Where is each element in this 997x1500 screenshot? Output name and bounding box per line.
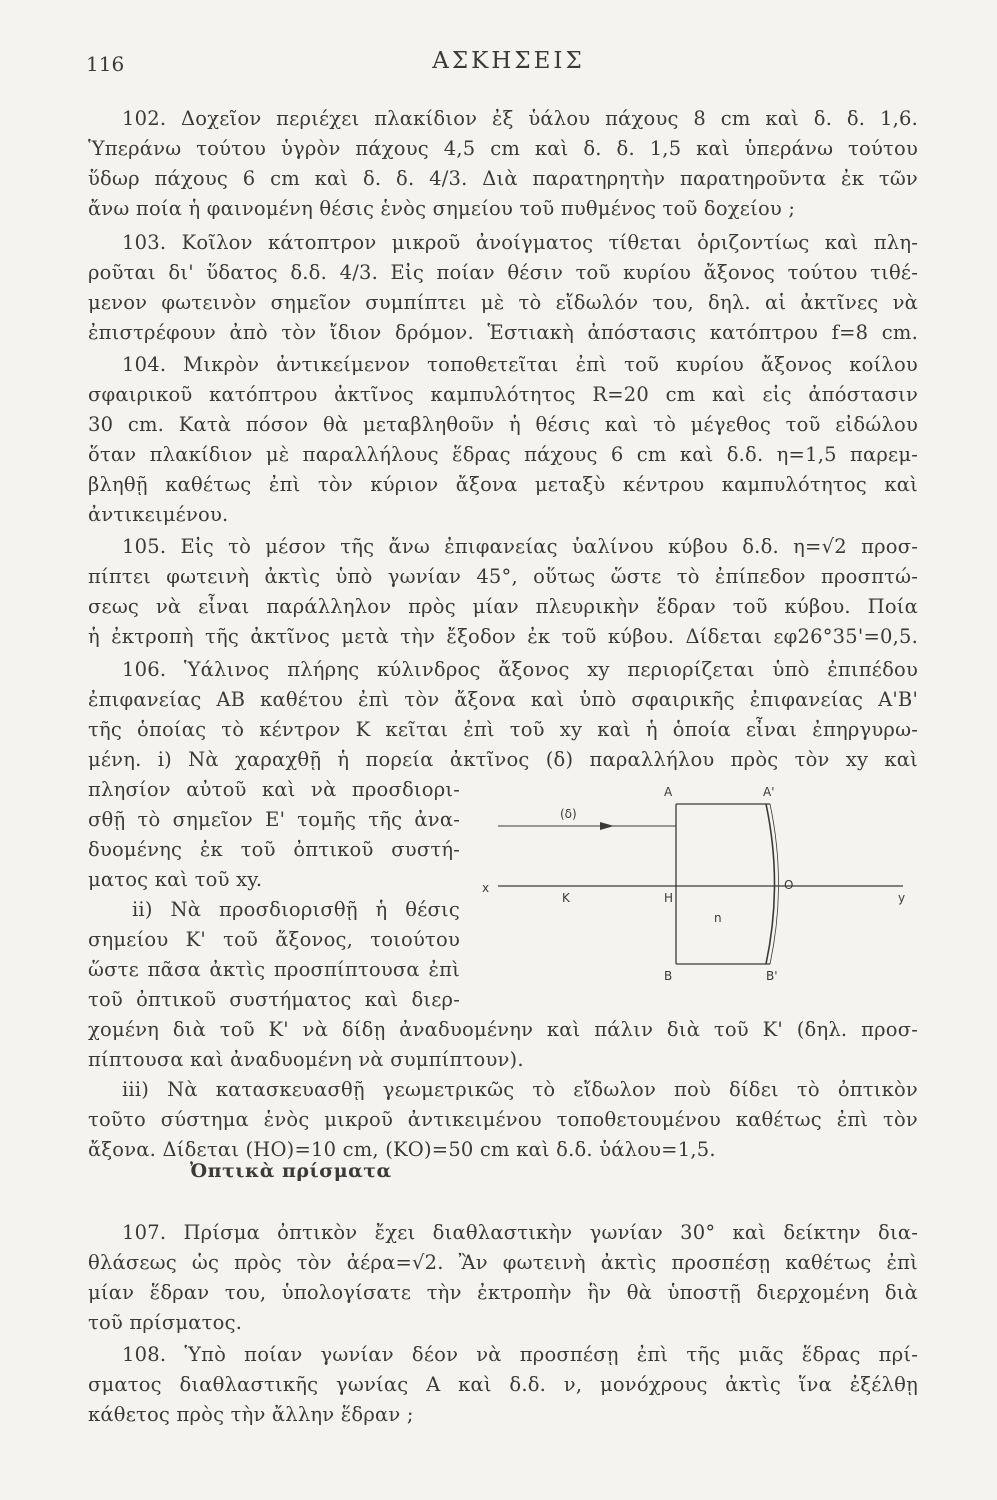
problem-106-line: iii) Νὰ κατασκευασθῇ γεωμετρικῶς τὸ εἴδωλον ποὺ δίδει τὸ ὀπτικὸν (122, 1078, 918, 1101)
problem-106-line: τοῦτο σύστημα ἑνὸς μικροῦ ἀντικειμένου τοποθετουμένου καθέτως ἐπὶ τὸν (88, 1108, 918, 1131)
problem-103-line: ἐπιστρέφουν ἀπὸ τὸν ἴδιον δρόμον. Ἑστιακὴ ἀπόστασις κατόπτρου f=8 cm. (88, 321, 918, 344)
problem-105-line: πίπτει φωτεινὴ ἀκτὶς ὑπὸ γωνίαν 45°, οὕτως ὥστε τὸ ἐπίπεδον προσπτώ- (88, 565, 918, 588)
problem-104-line: βληθῇ καθέτως ἐπὶ τὸν κύριον ἄξονα μεταξὺ κέντρου καμπυλότητος καὶ (88, 473, 918, 496)
problem-107-line: 107. Πρίσμα ὀπτικὸν ἔχει διαθλαστικὴν γωνίαν 30° καὶ δείκτην δια- (122, 1221, 918, 1244)
label-A: A (664, 785, 673, 799)
label-B: B (664, 969, 673, 982)
problem-106-line: τοῦ ὀπτικοῦ συστήματος καὶ διερ- (88, 988, 460, 1011)
problem-107-line: μίαν ἕδραν του, ὑπολογίσατε τὴν ἐκτροπὴν ἣν θὰ ὑποστῇ διερχομένη διὰ (88, 1281, 918, 1304)
label-x: x (482, 881, 490, 895)
problem-106-line: μένη. i) Νὰ χαραχθῇ ἡ πορεία ἀκτῖνος (δ) παραλλήλου πρὸς τὸν xy καὶ (88, 748, 918, 771)
problem-108-line: 108. Ὑπὸ ποίαν γωνίαν δέον νὰ προσπέσῃ ἐπὶ τῆς μιᾶς ἕδρας πρί- (122, 1343, 918, 1366)
label-n: n (714, 911, 722, 925)
problem-108-line: σματος διαθλαστικῆς γωνίας Α καὶ δ.δ. ν, μονόχρους ἀκτὶς ἵνα ἐξέλθῃ (88, 1373, 918, 1396)
problem-106-line: πλησίον αὐτοῦ καὶ νὰ προσδιορι- (88, 778, 460, 801)
problem-106-line: σημείου Κ' τοῦ ἄξονος, τοιούτου (88, 928, 460, 951)
problem-106-line: ἄξονα. Δίδεται (ΗΟ)=10 cm, (ΚΟ)=50 cm καὶ δ.δ. ὑάλου=1,5. (88, 1138, 716, 1161)
problem-103-line: 103. Κοῖλον κάτοπτρον μικροῦ ἀνοίγματος τίθεται ὁριζοντίως καὶ πλη- (122, 231, 918, 254)
optical-system-diagram (478, 782, 918, 982)
label-ray: (δ) (560, 807, 577, 821)
problem-103-line: μενον φωτεινὸν σημεῖον συμπίπτει μὲ τὸ εἴδωλόν του, δηλ. αἱ ἀκτῖνες νὰ (88, 291, 918, 314)
problem-106-line: σθῇ τὸ σημεῖον Ε' τομῆς τῆς ἀνα- (88, 808, 460, 831)
problem-102-line: ὕδωρ πάχους 6 cm καὶ δ. δ. 4/3. Διὰ παρατηρητὴν παρατηροῦντα ἐκ τῶν (88, 167, 918, 190)
problem-106-line: δυομένης ἐκ τοῦ ὀπτικοῦ συστή- (88, 838, 460, 861)
problem-104-line: σφαιρικοῦ κατόπτρου ἀκτῖνος καμπυλότητος R=20 cm καὶ εἰς ἀπόστασιν (88, 383, 918, 406)
spherical-surface-AB-prime (766, 804, 775, 964)
label-H: H (664, 891, 674, 905)
page-number: 116 (86, 52, 125, 76)
label-y: y (898, 891, 906, 905)
problem-104-line: 104. Μικρὸν ἀντικείμενον τοποθετεῖται ἐπὶ τοῦ κυρίου ἄξονος κοίλου (122, 353, 918, 376)
problem-106-line: χομένη διὰ τοῦ Κ' νὰ δίδῃ ἀναδυομένην καὶ πάλιν διὰ τοῦ Κ' (δηλ. προσ- (88, 1018, 918, 1041)
section-heading: Ὀπτικὰ πρίσματα (190, 1160, 392, 1182)
problem-104-line: ἀντικειμένου. (88, 503, 229, 526)
problem-107-line: τοῦ πρίσματος. (88, 1311, 243, 1334)
problem-106-line: 106. Ὑάλινος πλήρης κύλινδρος ἄξονος xy περιορίζεται ὑπὸ ἐπιπέδου (122, 658, 918, 681)
problem-105-line: 105. Εἰς τὸ μέσον τῆς ἄνω ἐπιφανείας ὑαλίνου κύβου δ.δ. η=√2 προσ- (122, 535, 918, 558)
problem-107-line: θλάσεως ὡς πρὸς τὸν ἀέρα=√2. Ἂν φωτεινὴ ἀκτὶς προσπέσῃ καθέτως ἐπὶ (88, 1251, 918, 1274)
problem-103-line: ροῦται δι' ὕδατος δ.δ. 4/3. Εἰς ποίαν θέσιν τοῦ κυρίου ἄξονος τούτου τιθέ- (88, 261, 918, 284)
problem-106-line: πίπτουσα καὶ ἀναδυομένη νὰ συμπίπτουν). (88, 1048, 524, 1071)
label-B-prime: B' (766, 969, 778, 982)
problem-106-line: τῆς ὁποίας τὸ κέντρον Κ κεῖται ἐπὶ τοῦ xy καὶ ἡ ὁποία εἶναι ἐπηργυρω- (88, 718, 918, 741)
problem-106-line: ii) Νὰ προσδιορισθῇ ἡ θέσις (132, 898, 460, 921)
problem-105-line: σεως νὰ εἶναι παράλληλον πρὸς μίαν πλευρικὴν ἕδραν τοῦ κύβου. Ποία (88, 595, 918, 618)
problem-102-line: Ὑπεράνω τούτου ὑγρὸν πάχους 4,5 cm καὶ δ. δ. 1,5 καὶ ὑπεράνω τούτου (88, 137, 918, 160)
problem-106-line: ματος καὶ τοῦ xy. (88, 868, 263, 891)
page-header: ΑΣΚΗΣΕΙΣ (432, 48, 585, 74)
problem-102-line: 102. Δοχεῖον περιέχει πλακίδιον ἐξ ὑάλου πάχους 8 cm καὶ δ. δ. 1,6. (122, 107, 918, 130)
problem-106-line: ὥστε πᾶσα ἀκτὶς προσπίπτουσα ἐπὶ (88, 958, 460, 981)
problem-104-line: 30 cm. Κατὰ πόσον θὰ μεταβληθοῦν ἡ θέσις καὶ τὸ μέγεθος τοῦ εἰδώλου (88, 413, 918, 436)
label-A-prime: A' (763, 785, 775, 799)
problem-108-line: κάθετος πρὸς τὴν ἄλλην ἕδραν ; (88, 1403, 414, 1426)
ray-arrow-icon (600, 822, 614, 830)
label-K: K (562, 891, 570, 905)
label-O: O (784, 878, 794, 892)
problem-102-line: ἄνω ποία ἡ φαινομένη θέσις ἑνὸς σημείου τοῦ πυθμένος τοῦ δοχείου ; (88, 197, 796, 220)
problem-106-line: ἐπιφανείας ΑΒ καθέτου ἐπὶ τὸν ἄξονα καὶ ὑπὸ σφαιρικῆς ἐπιφανείας Α'Β' (88, 688, 918, 711)
problem-104-line: ὅταν πλακίδιον μὲ παραλλήλους ἕδρας πάχους 6 cm καὶ δ.δ. η=1,5 παρεμ- (88, 443, 918, 466)
problem-105-line: ἡ ἐκτροπὴ τῆς ἀκτῖνος μετὰ τὴν ἔξοδον ἐκ τοῦ κύβου. Δίδεται εφ26°35'=0,5. (88, 625, 918, 648)
